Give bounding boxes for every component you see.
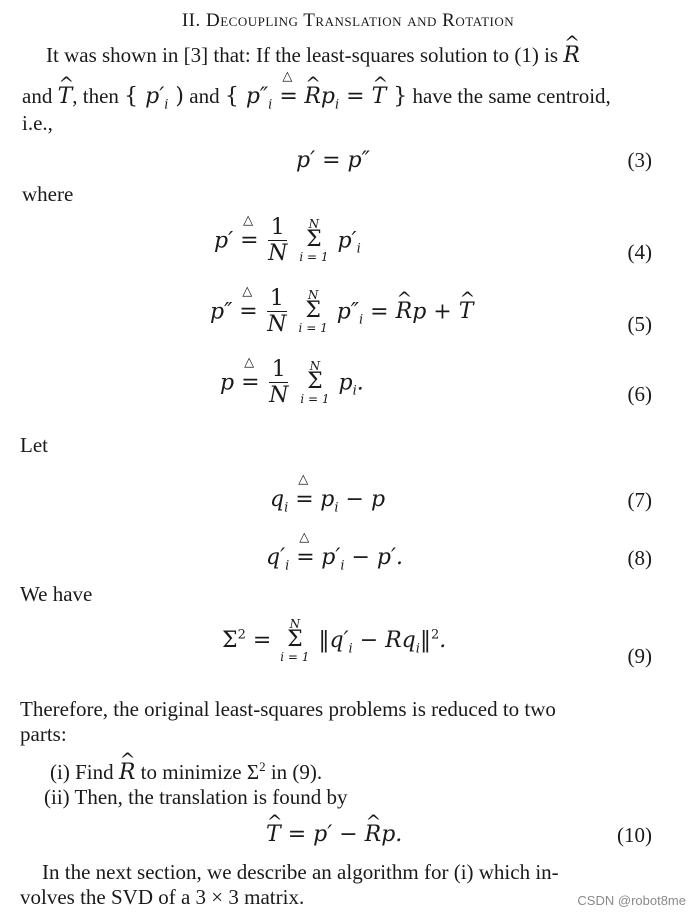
equation-number-7: (7) (627, 488, 652, 512)
let-label: Let (20, 433, 48, 457)
paragraph-3-line-1: In the next section, we describe an algorithm for (i) which in- (42, 860, 559, 884)
equation-10: ^ T = p′ − ^ Rp. (266, 822, 402, 847)
equation-7: $q_i$ △ = $p_i - p$ (270, 472, 386, 516)
equation-9: $\Sigma^2$ = N Σ i = 1 $‖q'_i$ − $Rq_i‖^2$. (222, 617, 447, 664)
section-heading: II. Decoupling Translation and Rotation (181, 10, 515, 31)
equation-number-8: (8) (627, 546, 652, 570)
paragraph-3-line-2: volves the SVD of a 3 × 3 matrix. (20, 885, 305, 909)
equation-8: $q'_i$ △ = $p'_i - p'$. (266, 530, 404, 574)
where-label: where (22, 182, 74, 206)
watermark: CSDN @robot8me (577, 893, 686, 908)
equation-3: p′ = p″ (296, 148, 370, 173)
equation-number-5: (5) (627, 312, 652, 336)
equation-4: p′ △ = $\frac{1}{N}$ N Σ i = 1 $p'_i$ (214, 213, 361, 267)
paragraph-1-line-1: It was shown in [3] that: If the least-squares solution to (1) is ^ R (46, 43, 580, 68)
equation-number-4: (4) (627, 240, 652, 264)
equation-number-6: (6) (627, 382, 652, 406)
paragraph-2-line-1: Therefore, the original least-squares problems is reduced to two (20, 697, 556, 721)
list-item-2: (ii) Then, the translation is found by (44, 785, 348, 809)
equation-number-3: (3) (627, 148, 652, 172)
paragraph-1-line-3: i.e., (22, 111, 53, 135)
equation-number-10: (10) (617, 823, 652, 847)
list-item-1: (i) Find ^ R to minimize $\Sigma^2$ in (9). (50, 759, 322, 785)
we-have-label: We have (20, 582, 93, 606)
equation-5: p″ △ = $\frac{1}{N}$ N Σ i = 1 $p''_i$ = ^ Rp + ^ T (210, 287, 473, 337)
paragraph-2-line-2: parts: (20, 722, 67, 746)
equation-number-9: (9) (627, 644, 652, 668)
equation-6: p △ = $\frac{1}{N}$ N Σ i = 1 $p_i$. (220, 355, 364, 409)
paragraph-1-line-2: and ^ T, then { $p'_i$ ) and { $p''_i$ △ = ^ $Rp_i$ = ^ T } have the same centroid, (22, 84, 611, 112)
